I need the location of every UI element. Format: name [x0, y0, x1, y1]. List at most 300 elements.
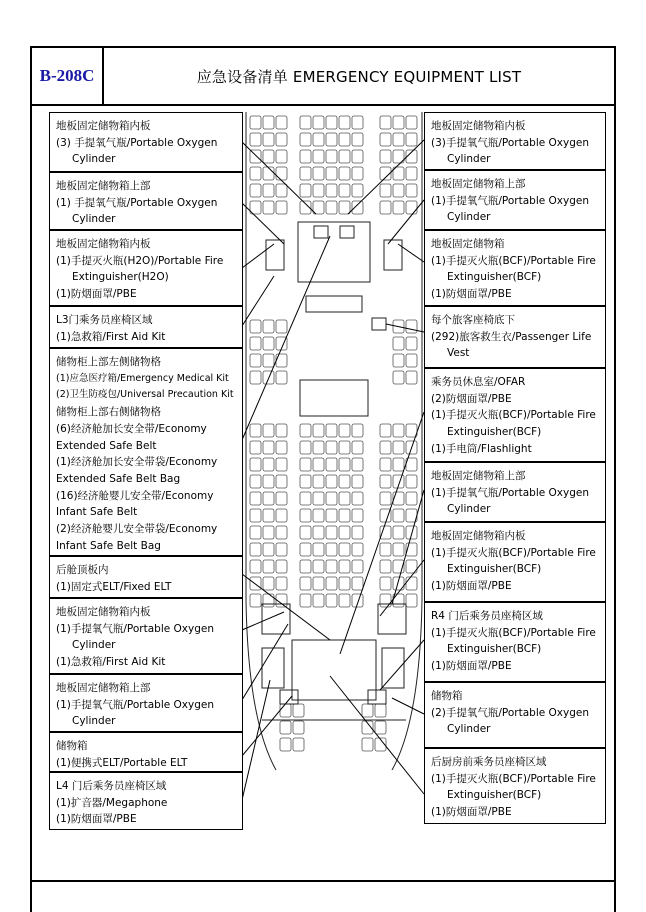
door-l4-area: [262, 648, 284, 688]
seat: [380, 201, 391, 214]
seat: [300, 167, 311, 180]
location-heading: 地板固定储物箱上部: [56, 180, 151, 192]
equipment-line: (1)急救箱/First Aid Kit: [56, 656, 166, 669]
equipment-location-box: [424, 230, 606, 306]
fuselage-right-taper: [392, 600, 422, 770]
equipment-line: (3) 手提氧气瓶/Portable Oxygen: [56, 136, 218, 149]
seat: [250, 320, 261, 333]
equipment-location-box: [49, 172, 243, 230]
seat: [313, 133, 324, 146]
seat: [393, 492, 404, 505]
equipment-line: Vest: [447, 347, 470, 360]
leader-line: [242, 680, 270, 800]
seat: [326, 458, 337, 471]
seat: [300, 475, 311, 488]
seat: [300, 594, 311, 607]
equipment-line: (1)防烟面罩/PBE: [56, 813, 137, 826]
seat: [406, 167, 417, 180]
seat: [339, 441, 350, 454]
seat: [393, 133, 404, 146]
seat: [406, 184, 417, 197]
seat: [380, 492, 391, 505]
equipment-line: (1)防烟面罩/PBE: [431, 580, 512, 593]
page-title: 应急设备清单 EMERGENCY EQUIPMENT LIST: [196, 67, 522, 86]
seat: [352, 509, 363, 522]
seat: [300, 577, 311, 590]
equipment-line: (1)急救箱/First Aid Kit: [56, 330, 166, 343]
seat: [375, 704, 386, 717]
leader-line: [340, 412, 424, 654]
lavatory-left-aft: [262, 604, 290, 634]
leader-line: [242, 236, 330, 440]
seat: [300, 526, 311, 539]
seat: [276, 475, 287, 488]
seat: [300, 150, 311, 163]
seat: [276, 184, 287, 197]
seat: [326, 184, 337, 197]
seat: [276, 354, 287, 367]
seat: [276, 526, 287, 539]
seat: [300, 560, 311, 573]
seat: [276, 441, 287, 454]
seat: [393, 441, 404, 454]
seat: [280, 704, 291, 717]
seat: [313, 458, 324, 471]
seat: [263, 201, 274, 214]
equipment-location-box: [49, 556, 243, 598]
seat: [263, 354, 274, 367]
seat: [406, 371, 417, 384]
location-heading: 地板固定储物箱内板: [431, 530, 526, 542]
seat: [263, 492, 274, 505]
equipment-line: (1)手提灭火瓶(H2O)/Portable Fire: [56, 254, 224, 267]
seat: [352, 543, 363, 556]
equipment-line: (1)手提灭火瓶(BCF)/Portable Fire: [431, 772, 596, 785]
seat: [352, 475, 363, 488]
seat: [380, 543, 391, 556]
location-heading: 后厨房前乘务员座椅区域: [431, 756, 547, 768]
seat: [313, 167, 324, 180]
seat: [380, 133, 391, 146]
seat: [352, 167, 363, 180]
seat: [276, 371, 287, 384]
door-l3-area: [266, 240, 284, 270]
seat: [339, 184, 350, 197]
seat: [293, 704, 304, 717]
seat: [313, 492, 324, 505]
seat: [380, 424, 391, 437]
equipment-line: Extended Safe Belt Bag: [56, 472, 181, 485]
lavatory-left-mid: [314, 226, 328, 238]
seat: [380, 475, 391, 488]
location-heading: 乘务员休息室/OFAR: [431, 376, 526, 388]
seat-grid: [250, 116, 417, 751]
equipment-line: (1)经济舱加长安全带袋/Economy: [56, 456, 218, 469]
equipment-line: Extinguisher(BCF): [447, 426, 542, 439]
seat: [300, 184, 311, 197]
seat: [352, 133, 363, 146]
seat: [326, 150, 337, 163]
seat: [280, 721, 291, 734]
seat: [313, 441, 324, 454]
equipment-line: (292)旅客救生衣/Passenger Life: [431, 330, 592, 343]
seat: [250, 184, 261, 197]
seat: [263, 167, 274, 180]
location-heading: 储物柜上部左侧储物格: [56, 356, 161, 368]
seat: [276, 201, 287, 214]
leader-line: [242, 276, 274, 326]
equipment-line: Cylinder: [72, 639, 116, 652]
equipment-location-box: [49, 112, 243, 172]
equipment-line: (1)手提氧气瓶/Portable Oxygen: [431, 486, 590, 499]
location-heading: 地板固定储物箱上部: [431, 470, 526, 482]
equipment-location-box: [49, 598, 243, 674]
seat: [263, 543, 274, 556]
equipment-line: Extended Safe Belt: [56, 439, 157, 452]
leader-line: [392, 490, 424, 604]
seat: [380, 150, 391, 163]
equipment-location-box: [49, 306, 243, 348]
equipment-line: Extinguisher(BCF): [447, 563, 542, 576]
equipment-line: (1)手提灭火瓶(BCF)/Portable Fire: [431, 546, 596, 559]
seat: [339, 526, 350, 539]
seat: [326, 201, 337, 214]
seat: [263, 320, 274, 333]
seat: [263, 184, 274, 197]
seat: [339, 167, 350, 180]
leader-line: [242, 142, 316, 214]
seat: [263, 526, 274, 539]
seat: [326, 133, 337, 146]
equipment-line: (1)便携式ELT/Portable ELT: [56, 756, 188, 769]
equipment-line: Cylinder: [447, 503, 491, 516]
equipment-line: (1)手提氧气瓶/Portable Oxygen: [56, 622, 215, 635]
seat: [393, 354, 404, 367]
seat: [276, 577, 287, 590]
location-heading: 地板固定储物箱内板: [431, 120, 526, 132]
seat: [293, 738, 304, 751]
location-heading: 地板固定储物箱内板: [56, 238, 151, 250]
seat: [250, 441, 261, 454]
seat: [263, 577, 274, 590]
seat: [313, 116, 324, 129]
leader-line: [242, 244, 274, 268]
seat: [339, 577, 350, 590]
seat: [406, 475, 417, 488]
equipment-location-box: [424, 368, 606, 462]
seat: [280, 738, 291, 751]
seat: [250, 492, 261, 505]
location-heading: 储物箱: [56, 740, 88, 752]
equipment-line: (1)防烟面罩/PBE: [431, 288, 512, 301]
seat: [250, 133, 261, 146]
seat: [300, 441, 311, 454]
seat: [352, 458, 363, 471]
seat: [300, 424, 311, 437]
seat: [339, 560, 350, 573]
equipment-line: (16)经济舱婴儿安全带/Economy: [56, 489, 214, 502]
seat: [250, 594, 261, 607]
seat: [352, 116, 363, 129]
seat: [326, 116, 337, 129]
equipment-line: (2)卫生防疫包/Universal Precaution Kit: [56, 389, 234, 401]
aft-galley: [292, 640, 376, 700]
equipment-line: Extinguisher(BCF): [447, 643, 542, 656]
seat: [263, 458, 274, 471]
seat: [276, 492, 287, 505]
seat: [375, 721, 386, 734]
seat: [313, 184, 324, 197]
equipment-line: (1)防烟面罩/PBE: [56, 288, 137, 301]
seat: [250, 337, 261, 350]
seat: [380, 441, 391, 454]
seat: [276, 458, 287, 471]
seat: [326, 526, 337, 539]
location-heading: 每个旅客座椅底下: [431, 314, 515, 326]
seat: [263, 509, 274, 522]
seat: [352, 150, 363, 163]
seat: [276, 150, 287, 163]
seat: [406, 116, 417, 129]
seat: [406, 492, 417, 505]
seat: [326, 441, 337, 454]
seat: [263, 594, 274, 607]
equipment-line: Extinguisher(BCF): [447, 789, 542, 802]
seat: [313, 594, 324, 607]
seat: [250, 509, 261, 522]
location-heading: L3门乘务员座椅区域: [56, 314, 153, 326]
equipment-location-box: [49, 230, 243, 306]
equipment-line: Cylinder: [447, 211, 491, 224]
seat: [263, 441, 274, 454]
seat: [276, 116, 287, 129]
seat: [352, 492, 363, 505]
seat: [313, 475, 324, 488]
location-heading: 储物箱: [431, 690, 463, 702]
seat: [339, 133, 350, 146]
leader-line: [386, 324, 424, 332]
seat: [326, 509, 337, 522]
seat: [326, 475, 337, 488]
equipment-line: (1)手提灭火瓶(BCF)/Portable Fire: [431, 626, 596, 639]
seat: [393, 526, 404, 539]
equipment-line: Cylinder: [72, 153, 116, 166]
seat: [300, 116, 311, 129]
equipment-line: Infant Safe Belt Bag: [56, 539, 161, 552]
seat: [406, 594, 417, 607]
seat: [250, 116, 261, 129]
seat: [406, 354, 417, 367]
seat: [380, 184, 391, 197]
seat: [263, 560, 274, 573]
seat: [276, 320, 287, 333]
seat: [380, 560, 391, 573]
seat: [250, 167, 261, 180]
equipment-location-box: [49, 772, 243, 830]
seat: [380, 594, 391, 607]
aft-storage-right: [368, 690, 386, 704]
seat: [313, 150, 324, 163]
seat: [380, 577, 391, 590]
equipment-line: (2)手提氧气瓶/Portable Oxygen: [431, 706, 590, 719]
seat: [352, 577, 363, 590]
seat: [339, 116, 350, 129]
equipment-location-box: [49, 348, 243, 556]
leader-line: [330, 676, 424, 794]
location-heading: 地板固定储物箱: [431, 238, 505, 250]
leader-lines: [242, 140, 424, 800]
seat: [362, 738, 373, 751]
seat: [339, 201, 350, 214]
seat: [293, 721, 304, 734]
seat: [313, 526, 324, 539]
seat: [393, 116, 404, 129]
equipment-location-box: [424, 170, 606, 230]
equipment-line: (1)防烟面罩/PBE: [431, 806, 512, 819]
seat: [326, 594, 337, 607]
seat: [406, 320, 417, 333]
seat: [352, 526, 363, 539]
seat: [300, 543, 311, 556]
seat: [250, 424, 261, 437]
seat: [393, 201, 404, 214]
equipment-line: Cylinder: [72, 715, 116, 728]
equipment-location-box: [424, 112, 606, 170]
equipment-line: (1)防烟面罩/PBE: [431, 660, 512, 673]
seat: [352, 560, 363, 573]
equipment-location-box: [424, 462, 606, 522]
equipment-location-box: [424, 522, 606, 602]
equipment-line: (1) 手提氧气瓶/Portable Oxygen: [56, 196, 218, 209]
seat: [276, 424, 287, 437]
equipment-line: (3)手提氧气瓶/Portable Oxygen: [431, 136, 590, 149]
equipment-line: (1)手电筒/Flashlight: [431, 442, 532, 455]
galley-cart-area: [306, 296, 362, 312]
seat: [250, 543, 261, 556]
seat: [393, 458, 404, 471]
seat: [326, 543, 337, 556]
seat: [263, 150, 274, 163]
seat: [313, 509, 324, 522]
equipment-line: (1)扩音器/Megaphone: [56, 796, 168, 809]
seat: [326, 560, 337, 573]
location-heading: 地板固定储物箱内板: [56, 120, 151, 132]
lifevest-seat-marker: [372, 318, 386, 330]
seat: [406, 424, 417, 437]
document-code: B-208C: [32, 48, 104, 104]
equipment-location-box: [424, 306, 606, 368]
seat: [339, 458, 350, 471]
seat: [276, 133, 287, 146]
seat: [313, 424, 324, 437]
equipment-line: Extinguisher(H2O): [72, 271, 169, 284]
seat: [339, 543, 350, 556]
seat: [300, 133, 311, 146]
equipment-line: Cylinder: [447, 723, 491, 736]
equipment-line: 储物柜上部右侧储物格: [56, 406, 161, 419]
seat: [393, 509, 404, 522]
seat: [406, 133, 417, 146]
lavatory-right-mid: [340, 226, 354, 238]
seat: [276, 509, 287, 522]
seat: [352, 184, 363, 197]
seat: [276, 560, 287, 573]
equipment-line: Cylinder: [447, 153, 491, 166]
galley-mid: [298, 222, 370, 282]
seat: [263, 475, 274, 488]
seat: [326, 424, 337, 437]
location-heading: 地板固定储物箱上部: [431, 178, 526, 190]
location-heading: 地板固定储物箱上部: [56, 682, 151, 694]
seat: [300, 492, 311, 505]
seat: [276, 543, 287, 556]
equipment-line: (2)经济舱婴儿安全带袋/Economy: [56, 523, 218, 536]
door-r4-area: [382, 648, 404, 688]
seat: [300, 458, 311, 471]
equipment-line: (1)手提灭火瓶(BCF)/Portable Fire: [431, 409, 596, 422]
seat: [250, 560, 261, 573]
seat: [406, 526, 417, 539]
equipment-line: (1)应急医疗箱/Emergency Medical Kit: [56, 372, 229, 384]
equipment-line: (1)手提氧气瓶/Portable Oxygen: [431, 194, 590, 207]
leader-line: [348, 140, 424, 214]
seat: [263, 133, 274, 146]
seat: [250, 458, 261, 471]
equipment-location-box: [424, 602, 606, 682]
seat: [406, 337, 417, 350]
seat: [250, 371, 261, 384]
seat: [313, 543, 324, 556]
seat: [393, 337, 404, 350]
equipment-location-box: [49, 674, 243, 732]
equipment-line: Extinguisher(BCF): [447, 271, 542, 284]
seat: [263, 337, 274, 350]
seat: [339, 492, 350, 505]
equipment-line: Cylinder: [72, 213, 116, 226]
seat: [313, 577, 324, 590]
seat: [250, 475, 261, 488]
location-heading: 后舱顶板内: [56, 564, 109, 576]
seat: [339, 150, 350, 163]
seat: [380, 116, 391, 129]
equipment-line: Infant Safe Belt: [56, 506, 138, 519]
footer-divider: [30, 880, 616, 882]
equipment-line: (6)经济舱加长安全带/Economy: [56, 422, 207, 435]
seat: [300, 509, 311, 522]
seat: [276, 167, 287, 180]
equipment-line: (1)手提氧气瓶/Portable Oxygen: [56, 698, 215, 711]
location-heading: R4 门后乘务员座椅区域: [431, 610, 543, 622]
leader-line: [242, 612, 284, 630]
location-heading: L4 门后乘务员座椅区域: [56, 780, 167, 792]
equipment-line: (1)手提灭火瓶(BCF)/Portable Fire: [431, 254, 596, 267]
seat: [352, 424, 363, 437]
seat: [339, 594, 350, 607]
seat: [393, 184, 404, 197]
seat: [352, 201, 363, 214]
leader-line: [392, 698, 424, 714]
seat: [263, 424, 274, 437]
seat: [339, 509, 350, 522]
crew-rest-area: [300, 380, 368, 416]
seat: [393, 543, 404, 556]
aft-storage-left: [280, 690, 298, 704]
seat: [393, 371, 404, 384]
location-heading: 地板固定储物箱内板: [56, 606, 151, 618]
seat: [339, 475, 350, 488]
seat: [326, 492, 337, 505]
equipment-line: (1)固定式ELT/Fixed ELT: [56, 580, 172, 593]
